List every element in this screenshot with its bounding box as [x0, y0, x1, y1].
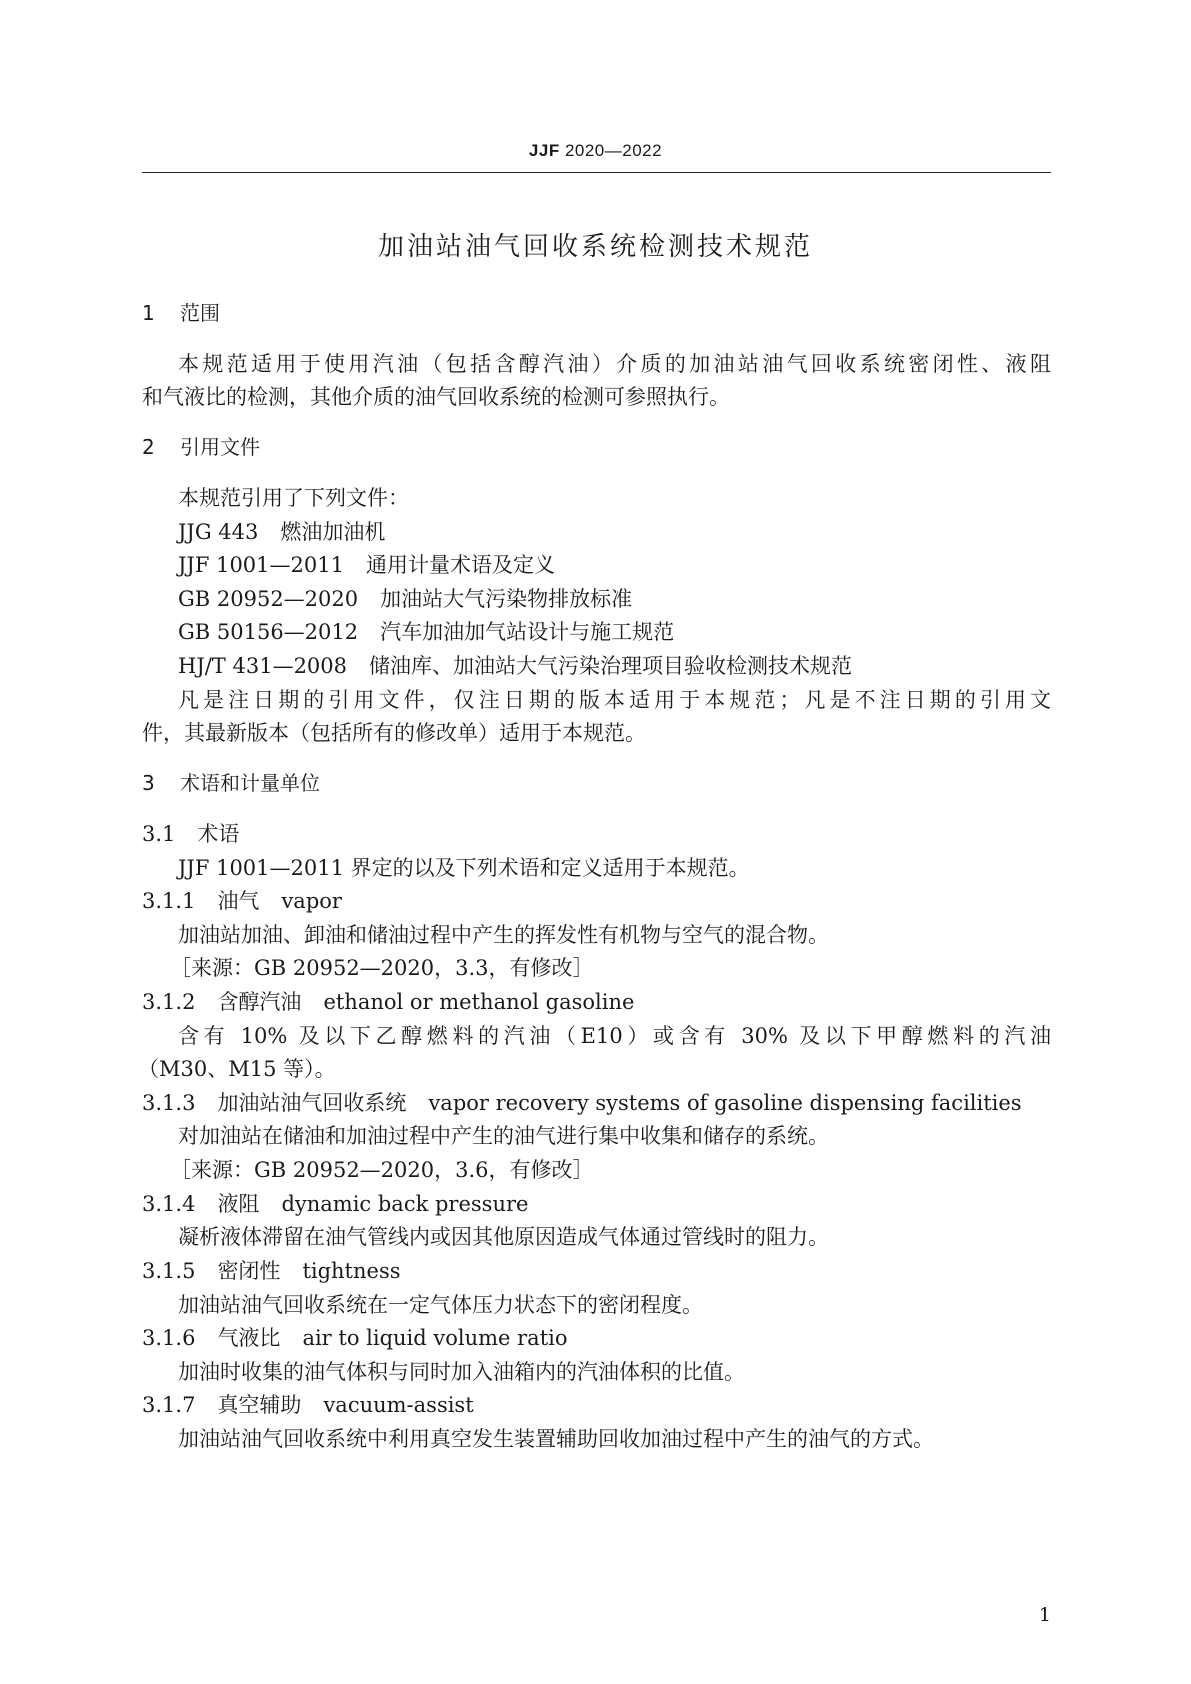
term-heading: [142, 886, 342, 916]
term-chinese: 加油站油气回收系统: [217, 1091, 407, 1115]
term-english: vapor: [281, 889, 342, 913]
header-rule: [142, 172, 1051, 173]
reference-code: GB 50156—2012: [178, 620, 359, 644]
section-2-heading: [142, 432, 260, 462]
reference-name: 储油库、加油站大气污染治理项目验收检测技术规范: [369, 654, 853, 678]
reference-code: JJG 443: [178, 520, 259, 544]
term-heading: [142, 1189, 528, 1219]
term-number: 3.1.4: [142, 1192, 196, 1216]
section-title: 术语和计量单位: [180, 771, 320, 795]
paragraph: 本规范引用了下列文件：: [178, 486, 409, 510]
term-definition: 对加油站在储油和加油过程中产生的油气进行集中收集和储存的系统。: [178, 1124, 829, 1148]
term-heading: [142, 1088, 1022, 1118]
term-number: 3.1.6: [142, 1326, 196, 1350]
reference-name: 燃油加油机: [280, 520, 386, 544]
term-definition: （M30、M15 等）。: [138, 1057, 336, 1081]
reference-code: HJ/T 431—2008: [178, 654, 348, 678]
reference-item: [178, 517, 385, 547]
term-number: 3.1.1: [142, 889, 196, 913]
term-chinese: 真空辅助: [217, 1393, 302, 1417]
term-chinese: 液阻: [217, 1192, 260, 1216]
reference-item: [178, 617, 674, 647]
section-1-heading: [142, 298, 220, 328]
term-definition: 加油站加油、卸油和储油过程中产生的挥发性有机物与空气的混合物。: [178, 923, 829, 947]
term-heading: [142, 1256, 401, 1286]
term-chinese: 密闭性: [217, 1259, 281, 1283]
subsection-number: 3.1: [142, 822, 176, 846]
paragraph: 本规范适用于使用汽油（包括含醇汽油）介质的加油站油气回收系统密闭性、液阻: [178, 352, 1051, 376]
reference-name: 加油站大气污染物排放标准: [380, 587, 633, 611]
section-number: 2: [142, 435, 155, 459]
reference-code: JJF 1001—2011: [178, 553, 344, 577]
term-number: 3.1.5: [142, 1259, 196, 1283]
section-number: 3: [142, 771, 155, 795]
reference-item: [178, 584, 632, 614]
reference-name: 汽车加油加气站设计与施工规范: [380, 620, 675, 644]
term-english: vapor recovery systems of gasoline dispensing facilities: [428, 1091, 1022, 1115]
term-english: air to liquid volume ratio: [302, 1326, 568, 1350]
page-number: 1: [1038, 1604, 1051, 1626]
paragraph: 凡是注日期的引用文件，仅注日期的版本适用于本规范；凡是不注日期的引用文: [178, 688, 1051, 712]
paragraph: 和气液比的检测，其他介质的油气回收系统的检测可参照执行。: [142, 385, 730, 409]
reference-code: GB 20952—2020: [178, 587, 359, 611]
section-title: 范围: [180, 301, 220, 325]
header-code-prefix: JJF: [528, 141, 560, 160]
term-english: dynamic back pressure: [281, 1192, 529, 1216]
term-source: ［来源：GB 20952—2020，3.3，有修改］: [170, 956, 594, 980]
subsection-title: 术语: [197, 822, 240, 846]
reference-item: [178, 651, 852, 681]
term-definition: 加油时收集的油气体积与同时加入油箱内的汽油体积的比值。: [178, 1360, 745, 1384]
page-title: 加油站油气回收系统检测技术规范: [377, 232, 813, 262]
reference-item: [178, 550, 555, 580]
term-heading: [142, 987, 634, 1017]
term-chinese: 气液比: [217, 1326, 281, 1350]
term-chinese: 油气: [217, 889, 260, 913]
section-title: 引用文件: [180, 435, 260, 459]
term-definition: 加油站油气回收系统在一定气体压力状态下的密闭程度。: [178, 1293, 703, 1317]
running-header: [0, 141, 1191, 161]
term-english: tightness: [302, 1259, 401, 1283]
paragraph: 件，其最新版本（包括所有的修改单）适用于本规范。: [142, 721, 646, 745]
term-source: ［来源：GB 20952—2020，3.6，有修改］: [170, 1158, 594, 1182]
term-number: 3.1.7: [142, 1393, 196, 1417]
term-heading: [142, 1390, 474, 1420]
term-chinese: 含醇汽油: [217, 990, 302, 1014]
term-number: 3.1.3: [142, 1091, 196, 1115]
section-number: 1: [142, 301, 155, 325]
section-3-heading: [142, 768, 320, 798]
term-definition: 加油站油气回收系统中利用真空发生装置辅助回收加油过程中产生的油气的方式。: [178, 1427, 934, 1451]
term-english: ethanol or methanol gasoline: [323, 990, 635, 1014]
term-definition: 凝析液体滞留在油气管线内或因其他原因造成气体通过管线时的阻力。: [178, 1225, 829, 1249]
paragraph: JJF 1001—2011 界定的以及下列术语和定义适用于本规范。: [178, 856, 750, 880]
reference-name: 通用计量术语及定义: [365, 553, 555, 577]
subsection-heading: [142, 819, 239, 849]
term-heading: [142, 1323, 568, 1353]
term-number: 3.1.2: [142, 990, 196, 1014]
term-definition: 含有 10% 及以下乙醇燃料的汽油（E10）或含有 30% 及以下甲醇燃料的汽油: [178, 1024, 1051, 1048]
term-english: vacuum-assist: [323, 1393, 474, 1417]
header-code: 2020—2022: [564, 141, 663, 160]
